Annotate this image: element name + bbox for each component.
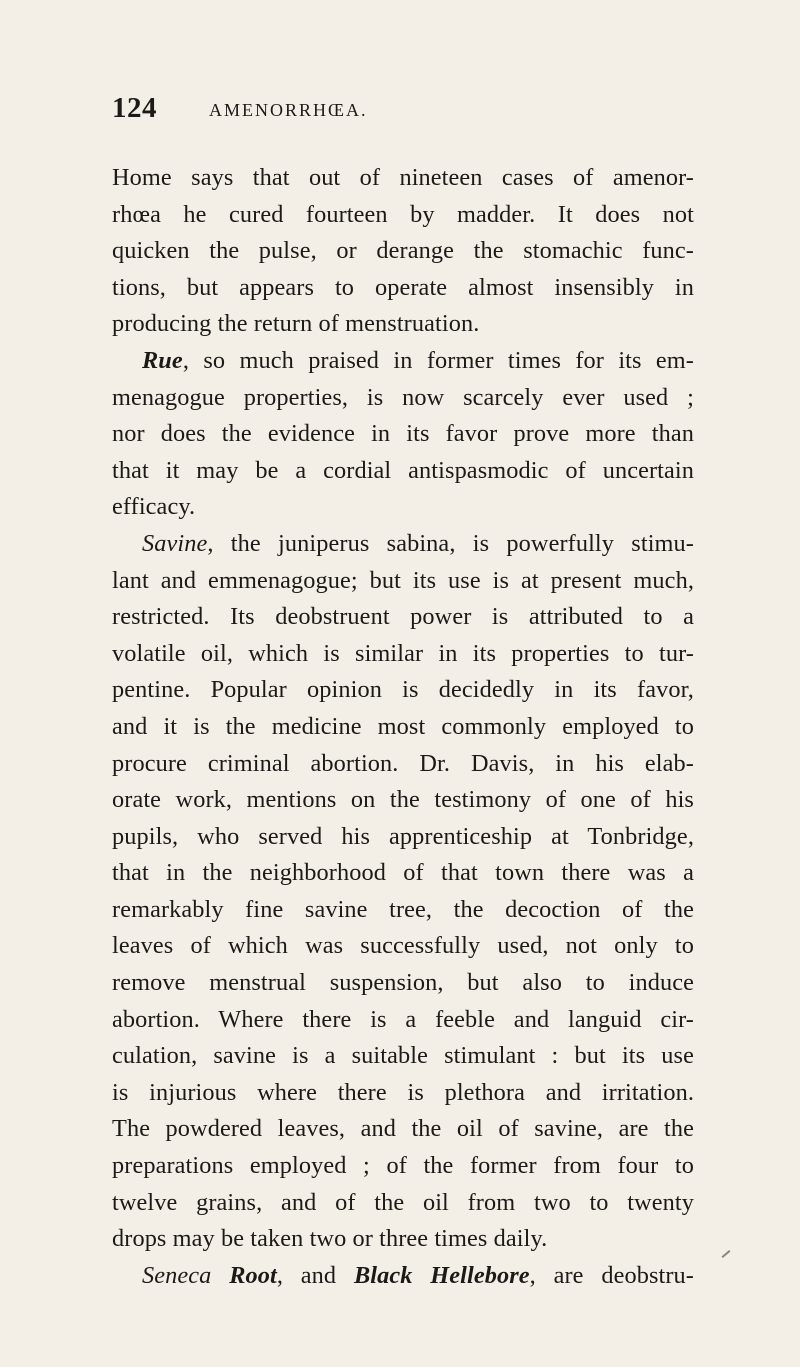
- text-line: pupils, who served his apprenticeship at Tonbridge,: [112, 822, 694, 850]
- section-title: AMENORRHŒA.: [209, 100, 368, 120]
- text-line: menagogue properties, is now scarcely ever used ;: [112, 383, 694, 411]
- text-line: efficacy.: [112, 493, 196, 521]
- running-head: [112, 92, 692, 132]
- text-line: procure criminal abortion. Dr. Davis, in his elab-: [112, 749, 694, 777]
- text-line: leaves of which was successfully used, not only to: [112, 932, 694, 960]
- term-black-hellebore: Black Hellebore: [353, 1261, 530, 1289]
- text-line: rhœa he cured fourteen by madder. It does not: [112, 200, 694, 228]
- term-savine: Savine: [142, 529, 208, 557]
- term-rue: Rue: [142, 346, 183, 374]
- page-number: 124: [112, 92, 157, 124]
- text-line: The powdered leaves, and the oil of savine, are the: [112, 1115, 694, 1143]
- text-line: drops may be taken two or three times daily.: [112, 1225, 548, 1253]
- text-line: remove menstrual suspension, but also to induce: [112, 969, 694, 997]
- term-root: Root: [229, 1261, 277, 1289]
- term-seneca: Seneca: [142, 1261, 212, 1289]
- text-line: twelve grains, and of the oil from two to twenty: [112, 1188, 694, 1216]
- text-line: that it may be a cordial antispasmodic of uncertain: [112, 456, 694, 484]
- text-line: producing the return of menstruation.: [112, 310, 480, 338]
- text-line: that in the neighborhood of that town there was a: [112, 859, 694, 887]
- text-line: quicken the pulse, or derange the stomachic func-: [112, 237, 694, 265]
- text-line: Rue, so much praised in former times for its em-: [142, 346, 694, 374]
- text-line: volatile oil, which is similar in its properties to tur-: [112, 639, 694, 667]
- text-line: preparations employed ; of the former from four to: [112, 1152, 694, 1180]
- text-line: orate work, mentions on the testimony of one of his: [112, 786, 694, 814]
- text-line: lant and emmenagogue; but its use is at present much,: [112, 566, 694, 594]
- text-line: Seneca Root, and Black Hellebore, are deobstru-: [142, 1261, 694, 1289]
- text-line: nor does the evidence in its favor prove more than: [112, 420, 694, 448]
- text-line: abortion. Where there is a feeble and languid cir-: [112, 1005, 694, 1033]
- text-line: restricted. Its deobstruent power is attributed to a: [112, 603, 694, 631]
- text-line: remarkably fine savine tree, the decoction of the: [112, 895, 694, 923]
- body-text: [112, 160, 694, 1294]
- text-line: is injurious where there is plethora and irritation.: [112, 1078, 694, 1106]
- text-line: tions, but appears to operate almost insensibly in: [112, 273, 694, 301]
- ink-mark: [722, 1250, 731, 1258]
- text-line: Home says that out of nineteen cases of amenor-: [112, 164, 694, 191]
- text-line: Savine, the juniperus sabina, is powerfully stimu-: [142, 529, 694, 557]
- text-line: culation, savine is a suitable stimulant : but its use: [112, 1042, 694, 1070]
- text-line: pentine. Popular opinion is decidedly in its favor,: [112, 676, 694, 704]
- text-line: and it is the medicine most commonly employed to: [112, 712, 694, 740]
